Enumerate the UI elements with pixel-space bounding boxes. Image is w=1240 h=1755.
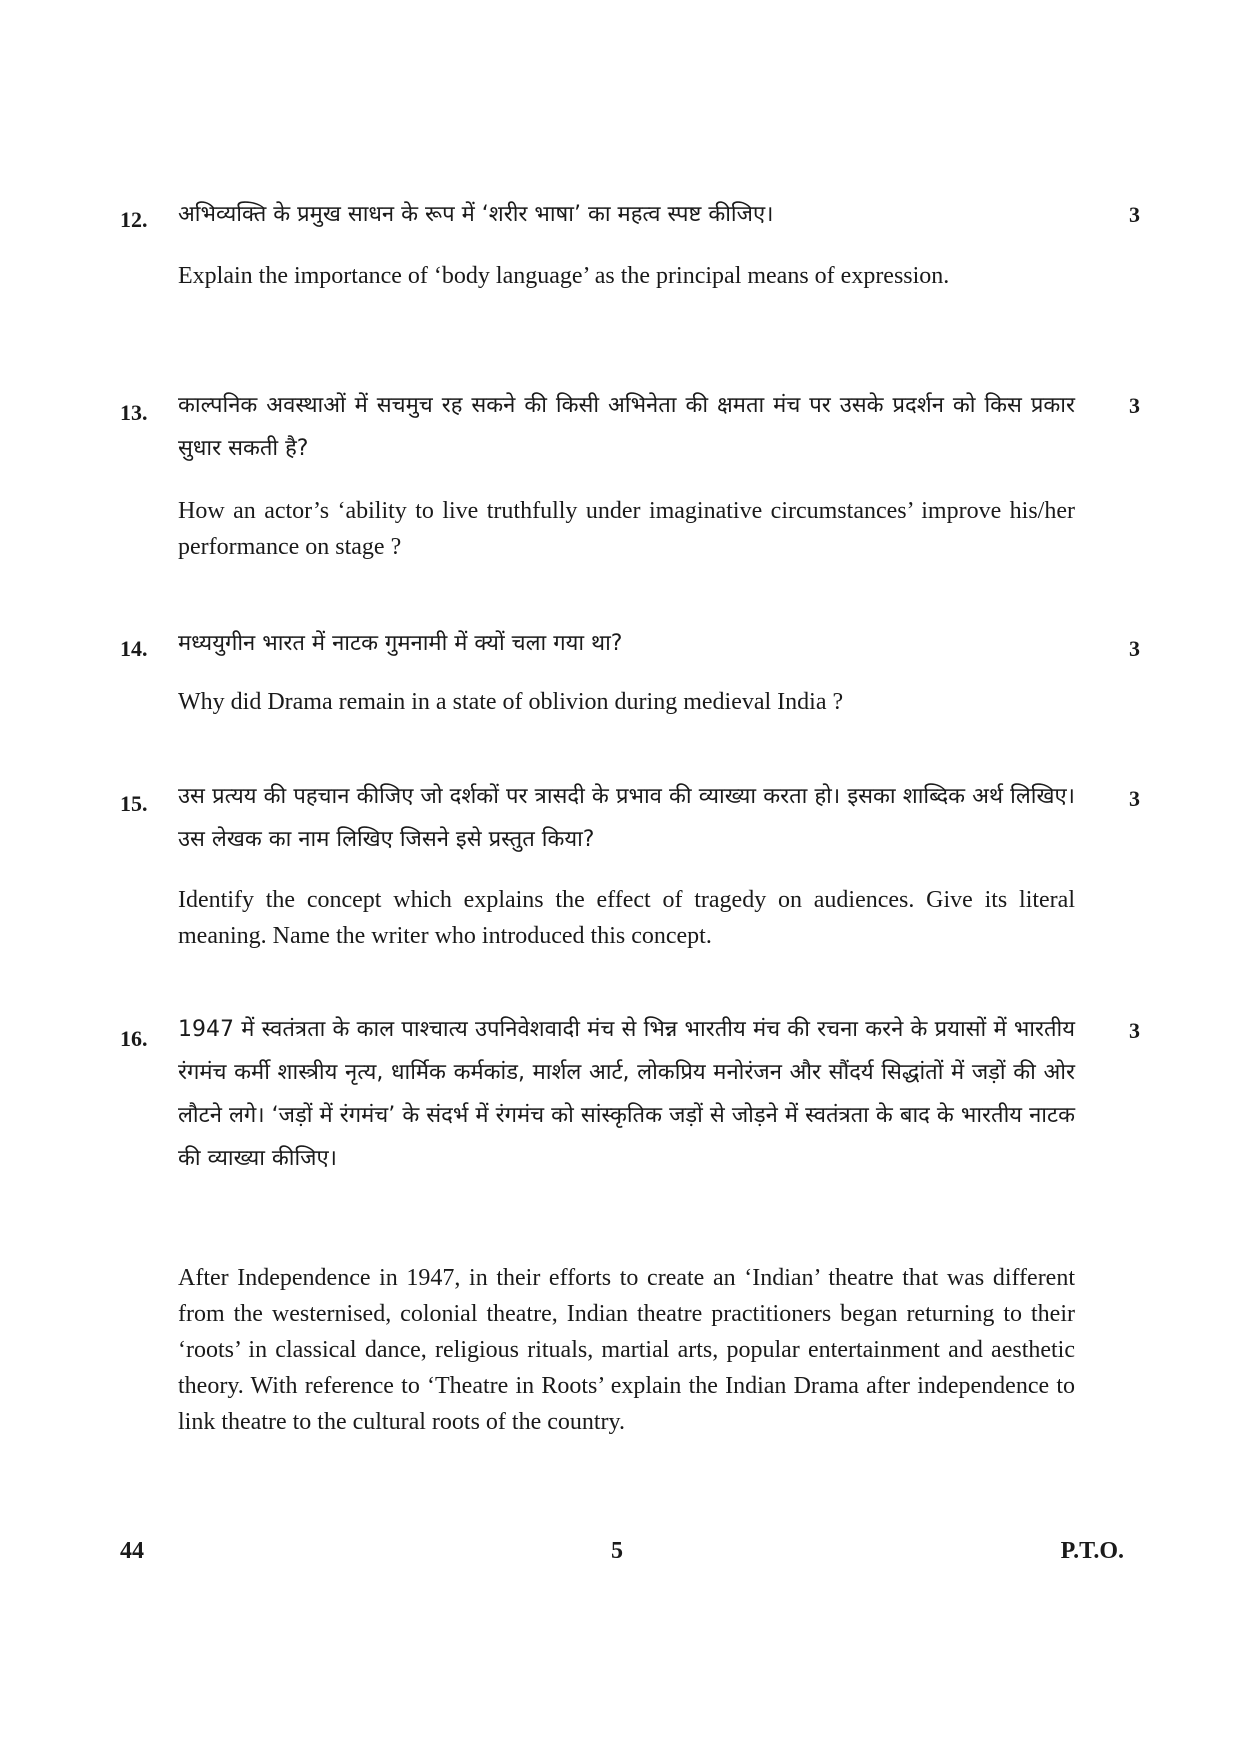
question-text-english: Explain the importance of ‘body language’ as the principal means of expression. [178, 263, 950, 289]
question-text-hindi: 1947 में स्वतंत्रता के काल पाश्चात्य उपनिवेशवादी मंच से भिन्न भारतीय मंच की रचना करने के प्रयासों में भारतीय रंगमंच कर्मी शास्त्रीय नृत्य, धार्मिक कर्मकांड, मार्शल आर्ट, लोकप्रिय मनोरंजन और सौंदर्य सिद्धांतों में जड़ों की ओर लौटने लगे। ‘जड़ों में रंगमंच’ के संदर्भ में रंगमंच को सांस्कृतिक जड़ों से जोड़ने में स्वतंत्रता के बाद के भारतीय नाटक की व्याख्या कीजिए। [178, 1017, 1075, 1171]
page-number: 5 [611, 1538, 623, 1564]
question-text-hindi: उस प्रत्यय की पहचान कीजिए जो दर्शकों पर त्रासदी के प्रभाव की व्याख्या करता हो। इसका शाब्दिक अर्थ लिखिए। उस लेखक का नाम लिखिए जिसने इसे प्रस्तुत किया? [178, 784, 1075, 852]
question-marks: 3 [1129, 786, 1140, 811]
question-text-hindi: अभिव्यक्ति के प्रमुख साधन के रूप में ‘शरीर भाषा’ का महत्व स्पष्ट कीजिए। [178, 202, 774, 227]
question-text-english: How an actor’s ‘ability to live truthfully under imaginative circumstances’ improve his/her performance on stage ? [178, 498, 1075, 560]
question-number: 13. [120, 400, 148, 425]
question-number: 14. [120, 636, 148, 661]
question-text-hindi: काल्पनिक अवस्थाओं में सचमुच रह सकने की किसी अभिनेता की क्षमता मंच पर उसके प्रदर्शन को किस प्रकार सुधार सकती है? [178, 393, 1075, 461]
please-turn-over: P.T.O. [1060, 1538, 1124, 1564]
question-text-english: Why did Drama remain in a state of oblivion during medieval India ? [178, 689, 844, 715]
question-marks: 3 [1129, 636, 1140, 661]
question-text-english: Identify the concept which explains the effect of tragedy on audiences. Give its literal meaning. Name the writer who introduced this concept. [178, 887, 1075, 949]
paper-code: 44 [120, 1538, 144, 1564]
question-marks: 3 [1129, 202, 1140, 227]
question-number: 16. [120, 1026, 148, 1051]
question-number: 15. [120, 791, 148, 816]
question-number: 12. [120, 207, 148, 232]
question-text-hindi: मध्ययुगीन भारत में नाटक गुमनामी में क्यों चला गया था? [178, 631, 623, 656]
question-text-english: After Independence in 1947, in their efforts to create an ‘Indian’ theatre that was different from the westernised, colonial theatre, Indian theatre practitioners began returning to their ‘roots’ in classical dance, religious rituals, martial arts, popular entertainment and aesthetic theory. With reference to ‘Theatre in Roots’ explain the Indian Drama after independence to link theatre to the cultural roots of the country. [178, 1265, 1075, 1435]
question-marks: 3 [1129, 1018, 1140, 1043]
question-marks: 3 [1129, 393, 1140, 418]
